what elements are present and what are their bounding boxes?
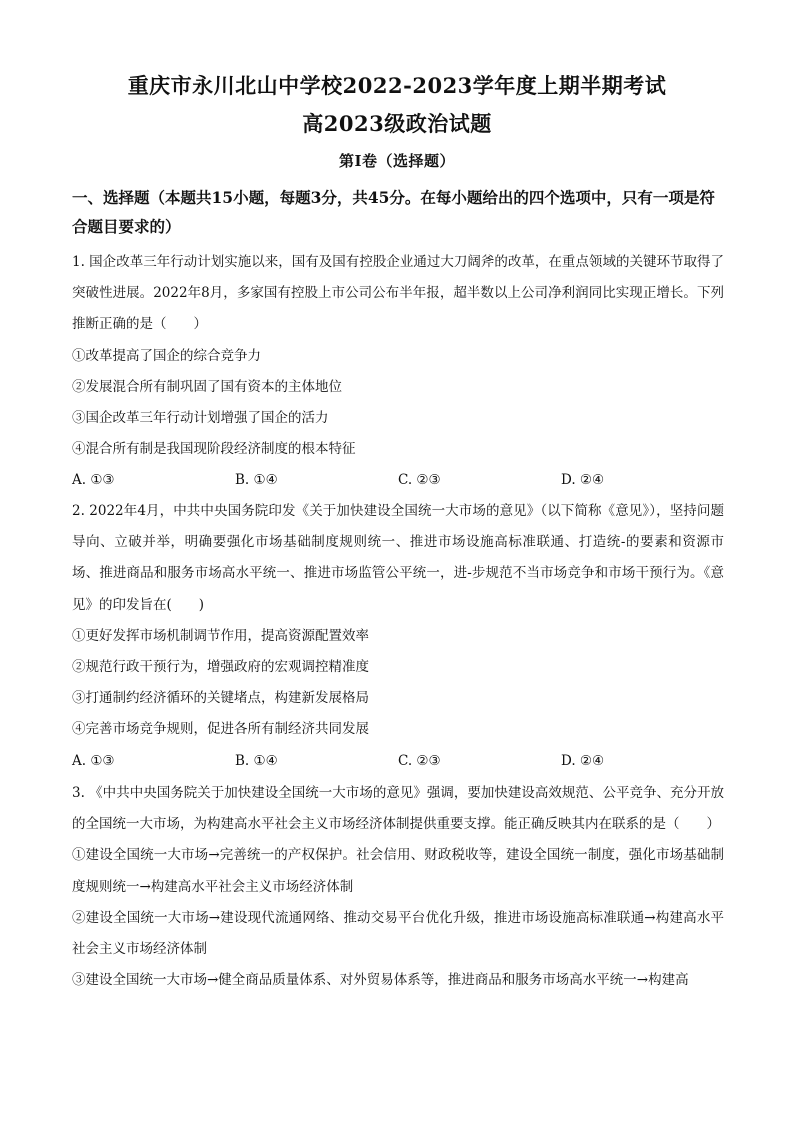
question-2	[72, 496, 724, 777]
answer-choice-c: C. ②③	[398, 752, 441, 769]
section-instruction: 一、选择题（本题共15小题，每题3分，共45分。在每小题给出的四个选项中，只有一项是符合题目要求的）	[72, 188, 715, 236]
answer-choice-a: A. ①③	[72, 472, 115, 489]
option-item: ②建设全国统一大市场→建设现代流通网络、推动交易平台优化升级，推进市场设施高标准联通→构建高水平社会主义市场经济体制	[72, 909, 724, 958]
answer-choice-d: D. ②④	[561, 752, 605, 769]
option-item: ①建设全国统一大市场→完善统一的产权保护。社会信用、财政税收等，建设全国统一制度，强化市场基础制度规则统一→构建高水平社会主义市场经济体制	[72, 847, 724, 895]
option-item: ①更好发挥市场机制调节作用，提高资源配置效率	[72, 627, 369, 644]
option-item: ③打通制约经济循环的关键堵点，构建新发展格局	[72, 690, 369, 707]
question-stem: 1. 国企改革三年行动计划实施以来，国有及国有控股企业通过大刀阔斧的改革，在重点领域的关键环节取得了突破性进展。2022年8月，多家国有控股上市公司公布半年报，超半数以上公司净利润同比实现正增长。下列推断正确的是（ ）	[72, 254, 724, 333]
option-item: ①改革提高了国企的综合竞争力	[72, 347, 261, 364]
option-item: ②规范行政干预行为，增强政府的宏观调控精准度	[72, 659, 369, 676]
option-item: ④混合所有制是我国现阶段经济制度的根本特征	[72, 441, 356, 458]
volume-heading: 第Ⅰ卷（选择题）	[338, 152, 456, 170]
question-1	[72, 247, 724, 497]
exam-title: 重庆市永川北山中学校2022-2023学年度上期半期考试	[127, 73, 667, 98]
answer-choices	[72, 465, 724, 496]
question-stem: 3. 《中共中央国务院关于加快建设全国统一大市场的意见》强调，要加快建设高效规范、公平竞争、充分开放的全国统一大市场，为构建高水平社会主义市场经济体制提供重要支撑。能正确反映其内在联系的是（ ）	[72, 785, 724, 833]
exam-subtitle: 高2023级政治试题	[302, 111, 492, 136]
answer-choice-b: B. ①④	[235, 752, 278, 769]
answer-choice-b: B. ①④	[235, 472, 278, 489]
question-stem: 2. 2022年4月，中共中央国务院印发《关于加快建设全国统一大市场的意见》（以下简称《意见》），坚持问题导向、立破并举，明确要强化市场基础制度规则统一、推进市场设施高标准联通、打造统-的要素和资源市场、推进商品和服务市场高水平统一、推进市场监管公平统一，进-步规范不当市场竞争和市场干预行为。《意见》的印发旨在( )	[72, 503, 724, 613]
option-item: ②发展混合所有制巩固了国有资本的主体地位	[72, 378, 342, 395]
option-item: ④完善市场竞争规则，促进各所有制经济共同发展	[72, 721, 369, 738]
option-item: ③国企改革三年行动计划增强了国企的活力	[72, 410, 329, 427]
question-3	[72, 778, 724, 996]
answer-choices	[72, 746, 724, 777]
answer-choice-c: C. ②③	[398, 472, 441, 489]
answer-choice-a: A. ①③	[72, 752, 115, 769]
option-item: ③建设全国统一大市场→健全商品质量体系、对外贸易体系等，推进商品和服务市场高水平统一→构建高	[72, 972, 689, 989]
answer-choice-d: D. ②④	[561, 472, 605, 489]
